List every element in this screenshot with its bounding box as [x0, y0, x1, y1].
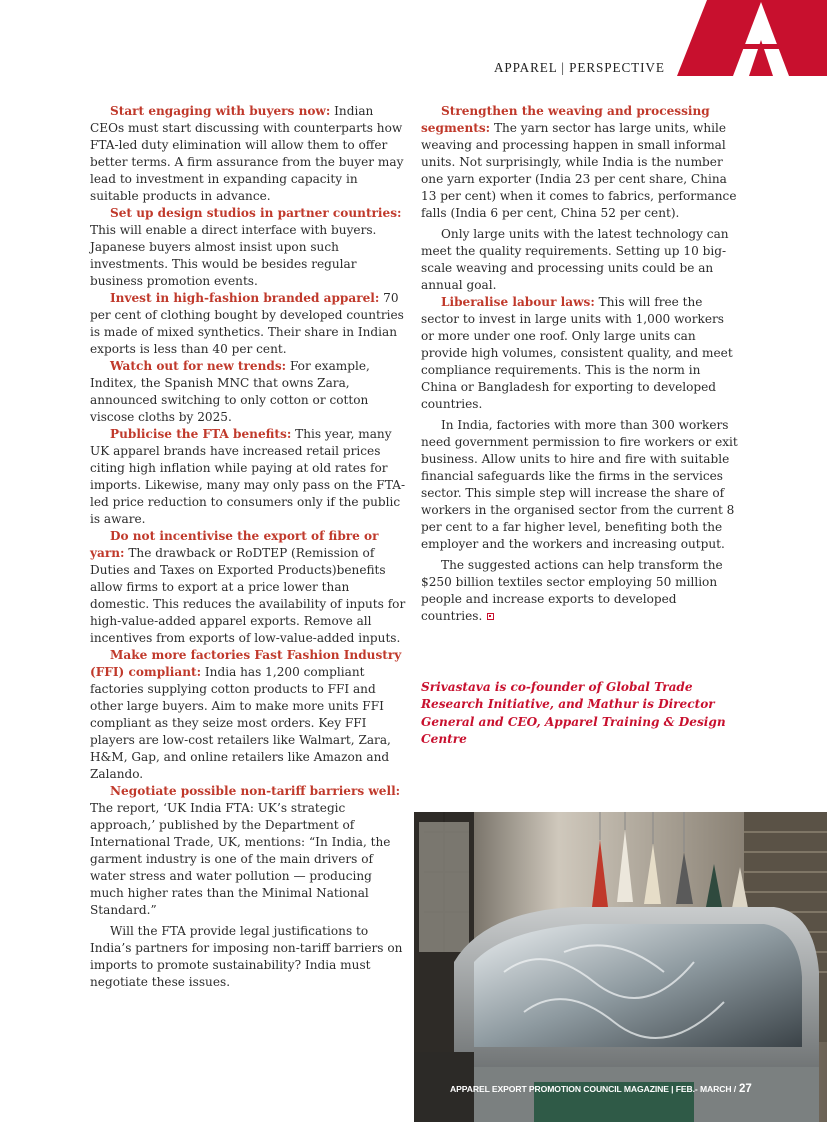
paragraph-text: In India, factories with more than 300 workers need government permission to fire workers or exit business. Allow units to hire and fire with suitable financial safeguards like the firms in the services sector. This simple step will increase the share of workers in the organised sector from the current 8 per cent to a far higher level, benefiting both the employer and the workers and increasing output. — [421, 418, 738, 551]
page-number: 27 — [739, 1083, 752, 1095]
paragraph-text: This will free the sector to invest in large units with 1,000 workers or more under one roof. Only large units can provide high volumes, consistent quality, and meet compliance requirements. This is the norm in China or Bangladesh for exporting to developed countries. — [421, 295, 733, 411]
paragraph-lead: Make more factories Fast Fashion Industry (FFI) compliant: — [90, 648, 402, 679]
page-footer — [450, 1083, 752, 1095]
paragraph — [90, 103, 406, 205]
paragraph-text: Only large units with the latest technology can meet the quality requirements. Setting up 10 big-scale weaving and processing units could be an annual goal. — [421, 227, 729, 292]
paragraph-text: India has 1,200 compliant factories supplying cotton products to FFI and other large buyers. Aim to make more units FFI compliant as they seize most orders. Key FFI players are low-cost retailers like Walmart, Zara, H&M, Gap, and online retailers like Amazon and Zalando. — [90, 665, 391, 781]
paragraph — [90, 426, 406, 528]
paragraph — [90, 783, 406, 919]
paragraph-text: Will the FTA provide legal justifications to India’s partners for imposing non-tariff barriers on imports to promote sustainability? India must negotiate these issues. — [90, 924, 403, 989]
right-column — [421, 103, 739, 625]
paragraph-text: The yarn sector has large units, while weaving and processing happen in small informal units. Not surprisingly, while India is the number one yarn exporter (India 23 per cent share, China 13 per cent) when it comes to fabrics, performance falls (India 6 per cent, China 52 per cent). — [421, 121, 737, 220]
paragraph — [90, 923, 406, 991]
paragraph-lead: Start engaging with buyers now: — [110, 104, 331, 118]
paragraph — [90, 290, 406, 358]
paragraph-lead: Invest in high-fashion branded apparel: — [110, 291, 380, 305]
paragraph-text: 70 per cent of clothing bought by developed countries is made of mixed synthetics. Their share in Indian exports is less than 40 per cent. — [90, 291, 404, 356]
end-of-article-icon — [487, 613, 494, 620]
paragraph — [421, 226, 739, 294]
publication-name: APPAREL EXPORT PROMOTION COUNCIL MAGAZINE | FEB.- MARCH / — [450, 1084, 737, 1094]
paragraph — [421, 103, 739, 222]
paragraph-lead: Watch out for new trends: — [110, 359, 287, 373]
section-tag: APPAREL | PERSPECTIVE — [494, 60, 665, 75]
paragraph-text: The report, ‘UK India FTA: UK’s strategic approach,’ published by the Department of International Trade, UK, mentions: “In India, the garment industry is one of the main drivers of water stress and water pollution — producing much higher rates than the Minimal National Standard.” — [90, 801, 391, 917]
paragraph-lead: Strengthen the weaving and processing segments: — [421, 104, 710, 135]
paragraph — [90, 358, 406, 426]
paragraph-text: For example, Inditex, the Spanish MNC that owns Zara, announced switching to only cotton or cotton viscose cloths by 2025. — [90, 359, 370, 424]
paragraph-lead: Publicise the FTA benefits: — [110, 427, 292, 441]
paragraph-lead: Negotiate possible non-tariff barriers well: — [110, 784, 401, 798]
paragraph — [90, 647, 406, 783]
paragraph-lead: Liberalise labour laws: — [441, 295, 595, 309]
paragraph — [90, 205, 406, 290]
paragraph-text: This year, many UK apparel brands have increased retail prices citing high inflation while paying at old rates for imports. Likewise, many may only pass on the FTA-led price reduction to consumers only if the public is aware. — [90, 427, 406, 526]
paragraph-text: This will enable a direct interface with buyers. Japanese buyers almost insist upon such investments. This would be besides regular business promotion events. — [90, 223, 377, 288]
paragraph-lead: Do not incentivise the export of fibre or yarn: — [90, 529, 379, 560]
left-column — [90, 103, 406, 991]
paragraph — [421, 294, 739, 413]
paragraph-text: The suggested actions can help transform the $250 billion textiles sector employing 50 million people and increase exports to developed countries. — [421, 558, 723, 623]
author-credit: Srivastava is co-founder of Global Trade Research Initiative, and Mathur is Director General and CEO, Apparel Training & Design Centre — [421, 680, 726, 746]
magazine-logo — [677, 0, 827, 76]
paragraph-lead: Set up design studios in partner countries: — [110, 206, 402, 220]
knitting-machine-photo — [414, 812, 827, 1122]
paragraph-text: The drawback or RoDTEP (Remission of Duties and Taxes on Exported Products)benefits allow firms to export at a price lower than domestic. This reduces the availability of inputs for high-value-added apparel exports. Remove all incentives from exports of low-value-added inputs. — [90, 546, 406, 645]
paragraph — [421, 417, 739, 553]
paragraph-text: Indian CEOs must start discussing with counterparts how FTA-led duty elimination will allow them to offer better terms. A firm assurance from the buyer may lead to investment in expanding capacity in suitable products in advance. — [90, 104, 404, 203]
paragraph — [421, 557, 739, 625]
paragraph — [90, 528, 406, 647]
